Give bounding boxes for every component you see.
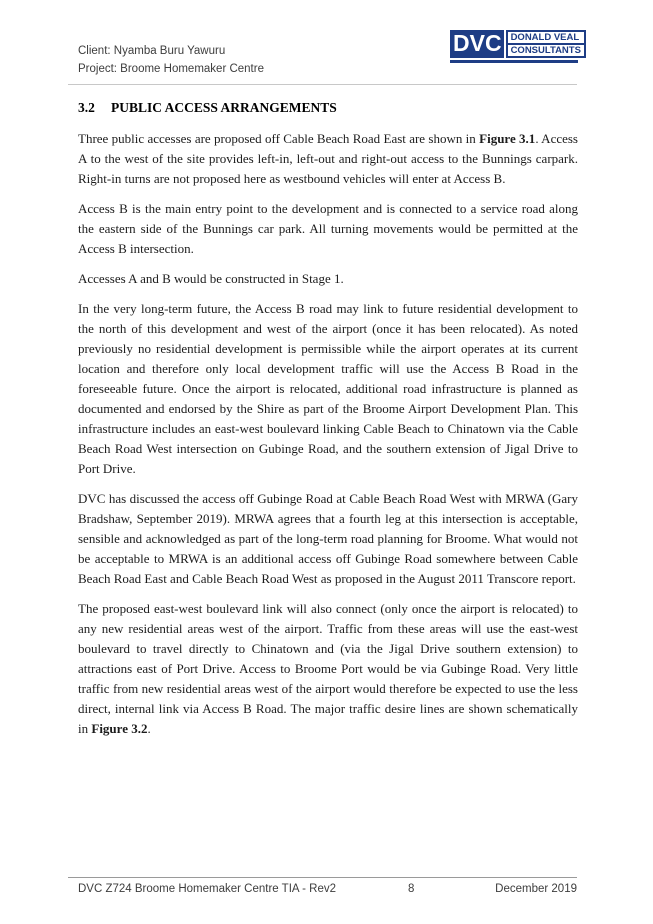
dvc-logo-underline-bar <box>450 60 578 63</box>
footer-date: December 2019 <box>495 883 577 895</box>
header-divider-rule <box>68 84 577 85</box>
footer-document-reference: DVC Z724 Broome Homemaker Centre TIA - Rev2 <box>78 883 336 895</box>
document-footer <box>78 883 577 895</box>
paragraph-mrwa-discussion: DVC has discussed the access off Gubinge Road at Cable Beach Road West with MRWA (Gary Bradshaw, September 2019). MRWA agrees that a fourth leg at this intersection is acceptable, sensible and acknowledged as part of the long-term road planning for Broome. What would not be acceptable to MRWA is an additional access off Gubinge Road somewhere between Cable Beach Road East and Cable Beach Road West as proposed in the August 2011 Transcore report. <box>78 491 578 586</box>
dvc-logo <box>450 30 581 63</box>
dvc-logo-line2: CONSULTANTS <box>506 43 586 58</box>
footer-divider-rule <box>68 877 577 878</box>
footer-page-number: 8 <box>408 883 415 895</box>
section-title: PUBLIC ACCESS ARRANGEMENTS <box>111 100 337 115</box>
dvc-logo-top <box>450 30 581 58</box>
paragraph-boulevard-link: The proposed east-west boulevard link will also connect (only once the airport is relocated) to any new residential areas west of the airport. Traffic from these areas will use the east-west boulevard to travel directly to Chinatown and (via the Jigal Drive southern extension) to attractions east of Port Drive. Access to Broome Port would be via Gubinge Road. Very little traffic from new residential areas west of the airport would therefore be expected to use the less direct, internal link via Access B Road. The major traffic desire lines are shown schematically in Figure 3.2. <box>78 601 578 736</box>
section-number: 3.2 <box>78 100 95 115</box>
paragraph-access-overview: Three public accesses are proposed off Cable Beach Road East are shown in Figure 3.1. Access A to the west of the site provides left-in, left-out and right-out access to the Bunnings carpark. Right-in turns are not proposed here as westbound vehicles will enter at Access B. <box>78 131 578 186</box>
dvc-logo-text-cells <box>506 30 586 58</box>
document-body <box>78 99 578 749</box>
section-heading <box>78 99 578 117</box>
paragraph-long-term-future: In the very long-term future, the Access B road may link to future residential development to the north of this development and west of the airport (once it has been relocated). As noted previously no residential development is permissible while the airport operates at its current location and therefore only local development traffic will use the Access B Road in the foreseeable future. Once the airport is relocated, additional road infrastructure is planned as documented and endorsed by the Shire as part of the Broome Airport Development Plan. This infrastructure includes an east-west boulevard linking Cable Beach to Chinatown via the Cable Beach Road West intersection on Gubinge Road, and the southern extension of Jigal Drive to Port Drive. <box>78 301 578 476</box>
project-line: Project: Broome Homemaker Centre <box>78 63 264 75</box>
paragraph-stage-1: Accesses A and B would be constructed in Stage 1. <box>78 271 344 286</box>
client-line: Client: Nyamba Buru Yawuru <box>78 45 226 57</box>
document-header <box>78 42 264 78</box>
paragraph-access-b: Access B is the main entry point to the development and is connected to a service road along the eastern side of the Bunnings car park. All turning movements would be permitted at the Access B intersection. <box>78 201 578 256</box>
dvc-logo-abbreviation: DVC <box>450 30 504 58</box>
dvc-logo-line1: DONALD VEAL <box>506 30 586 45</box>
